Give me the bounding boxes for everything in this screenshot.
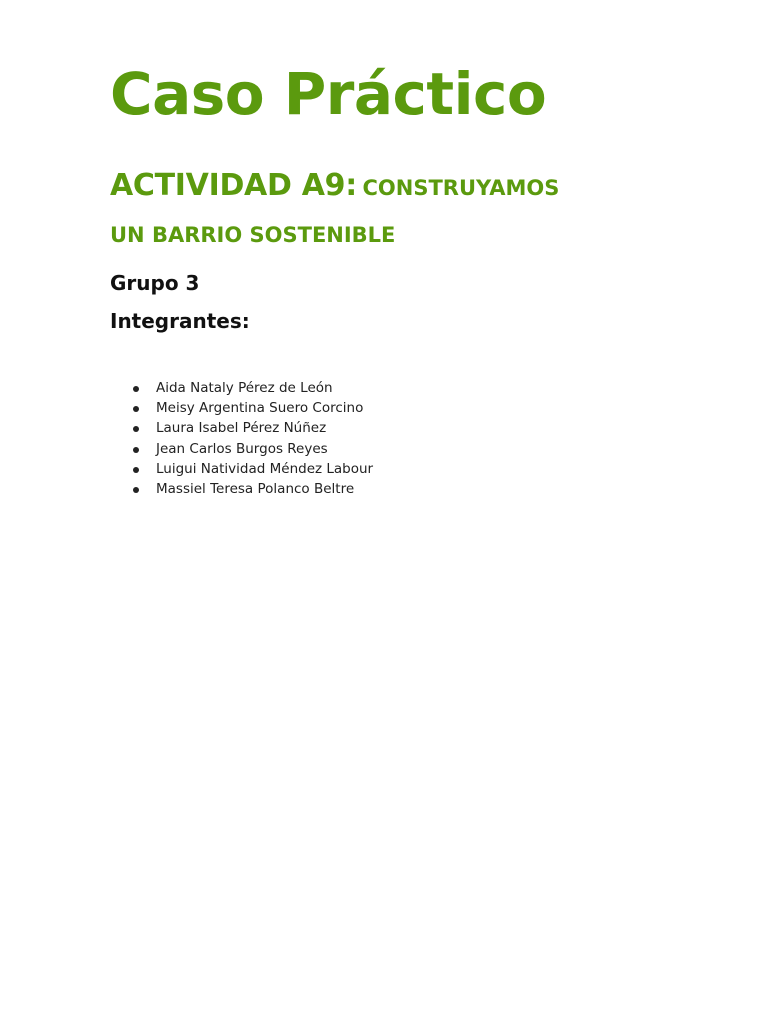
activity-heading: [110, 168, 710, 208]
member-name: Jean Carlos Burgos Reyes: [156, 440, 328, 457]
member-name: Aida Nataly Pérez de León: [156, 380, 333, 396]
bullet-icon: [133, 487, 139, 493]
list-item: [110, 378, 710, 398]
member-name: Laura Isabel Pérez Núñez: [156, 420, 327, 437]
activity-heading-rest: CONSTRUYAMOS: [362, 176, 560, 200]
bullet-icon: [133, 406, 139, 412]
activity-heading-main: ACTIVIDAD A9:: [110, 168, 357, 203]
member-name: Luigui Natividad Méndez Labour: [156, 460, 374, 477]
bullet-icon: [133, 386, 139, 392]
list-item: [110, 439, 710, 459]
list-item: [110, 398, 710, 418]
group-label: Grupo 3: [110, 271, 200, 295]
members-heading: Integrantes:: [110, 309, 250, 333]
bullet-icon: [133, 447, 139, 453]
list-item: [110, 479, 710, 499]
document-title: Caso Práctico: [110, 60, 547, 128]
bullet-icon: [133, 426, 139, 432]
bullet-icon: [133, 467, 139, 473]
activity-heading-line2: UN BARRIO SOSTENIBLE: [110, 223, 396, 247]
member-name: Meisy Argentina Suero Corcino: [156, 400, 364, 417]
member-name: Massiel Teresa Polanco Beltre: [156, 481, 355, 498]
list-item: [110, 459, 710, 479]
list-item: [110, 418, 710, 438]
document-page: [110, 58, 710, 499]
members-list: [110, 378, 710, 499]
